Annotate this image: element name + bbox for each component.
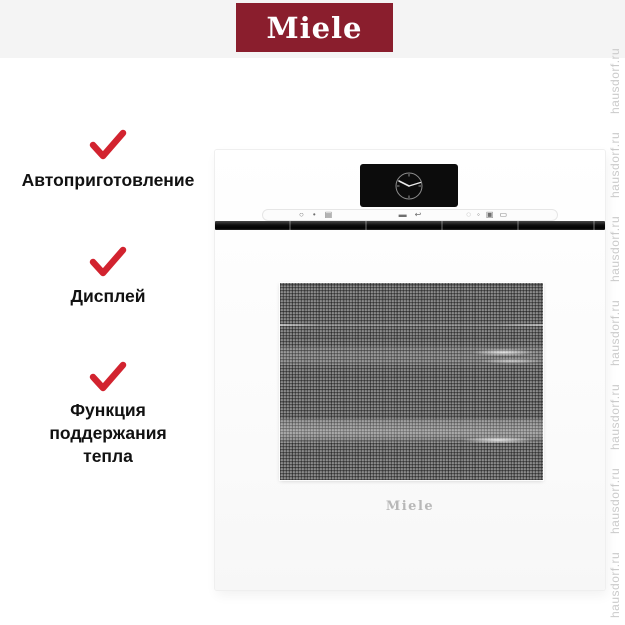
checkmark-icon bbox=[89, 361, 127, 393]
rack-reflection bbox=[280, 324, 543, 326]
back-icon: ↩ bbox=[414, 210, 422, 219]
feature-label-display: Дисплей bbox=[70, 286, 146, 306]
light-icon: • bbox=[312, 210, 316, 219]
oven-vent-grip bbox=[215, 221, 605, 230]
clock-icon bbox=[389, 166, 429, 206]
door-icon: ▭ bbox=[499, 210, 507, 219]
feature-label-keep-warm: Функция поддержания тепла bbox=[49, 400, 167, 466]
rack-reflection bbox=[280, 419, 543, 443]
watermark-text: hausdorf.ru bbox=[608, 551, 622, 618]
watermark-text: hausdorf.ru bbox=[608, 215, 622, 282]
program-icon: ▤ bbox=[324, 210, 333, 219]
rack-reflection bbox=[280, 347, 543, 365]
watermark-text: hausdorf.ru bbox=[608, 47, 622, 114]
miele-logo-text: Miele bbox=[266, 10, 363, 45]
checkmark-icon bbox=[89, 129, 127, 161]
power-icon: ○ bbox=[299, 210, 304, 219]
timer-icon: ◌ bbox=[466, 210, 472, 219]
oven-control-strip bbox=[262, 209, 558, 221]
oven-display bbox=[360, 164, 458, 207]
watermark-text: hausdorf.ru bbox=[608, 383, 622, 450]
miele-logo bbox=[236, 3, 393, 52]
control-icons-left bbox=[299, 210, 332, 220]
oven-door-window bbox=[280, 283, 543, 480]
control-icons-center bbox=[399, 210, 422, 220]
sensor-touch-icon: ▬ bbox=[398, 210, 407, 219]
watermark-text: hausdorf.ru bbox=[608, 131, 622, 198]
watermark-text: hausdorf.ru bbox=[608, 467, 622, 534]
oven-image bbox=[215, 150, 605, 590]
settings-icon: ▣ bbox=[485, 210, 494, 219]
control-icons-right bbox=[466, 210, 507, 220]
feature-label-autocooking: Автоприготовление bbox=[21, 170, 195, 190]
watermark-text: hausdorf.ru bbox=[608, 299, 622, 366]
checkmark-icon bbox=[89, 246, 127, 278]
watermark-column bbox=[608, 47, 622, 625]
oven-door-miele-logo: Miele bbox=[385, 499, 435, 514]
temperature-icon: ◦ bbox=[477, 210, 480, 219]
